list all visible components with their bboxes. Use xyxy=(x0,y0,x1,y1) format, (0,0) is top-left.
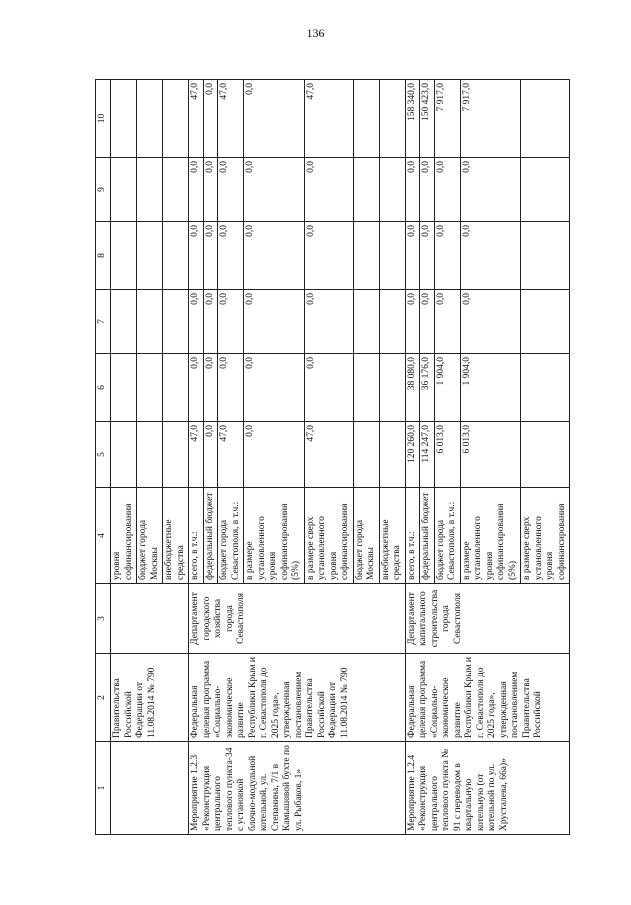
amount-cell: 38 080,0 xyxy=(405,354,420,422)
page-number: 136 xyxy=(306,26,325,40)
amount-cell: 47,0 xyxy=(218,80,244,158)
amount-cell: 47,0 xyxy=(189,422,204,488)
amount-cell xyxy=(521,422,570,488)
amount-cell xyxy=(353,80,379,158)
amount-cell: 0,0 xyxy=(203,422,218,488)
amount-cell: 0,0 xyxy=(218,222,244,290)
header-cell: 9 xyxy=(96,158,111,222)
funding-source: бюджет города Москвы xyxy=(353,488,379,584)
amount-cell: 36 176,0 xyxy=(420,354,435,422)
amount-cell xyxy=(353,354,379,422)
cont-empty xyxy=(111,742,189,835)
measure-name: Мероприятие 1.2.4 «Реконструкция центрального теплового пункта № 91 с переводом в квартальную котельную (от котельной по ул. Хрусталева, 66а)» xyxy=(405,742,570,835)
amount-cell: 0,0 xyxy=(189,290,204,354)
amount-cell: 0,0 xyxy=(203,354,218,422)
amount-cell: 0,0 xyxy=(218,290,244,354)
cont-empty xyxy=(111,584,189,654)
amount-cell: 150 423,0 xyxy=(420,80,435,158)
amount-cell: 114 247,0 xyxy=(420,422,435,488)
amount-cell xyxy=(521,222,570,290)
header-cell: 10 xyxy=(96,80,111,158)
funding-source: федеральный бюджет xyxy=(203,488,218,584)
amount-cell xyxy=(521,354,570,422)
header-cell: 8 xyxy=(96,222,111,290)
amount-cell: 0,0 xyxy=(244,290,305,354)
funding-source: всего, в т.ч.: xyxy=(405,488,420,584)
measure-name: Мероприятие 1.2.3 «Реконструкция центрального теплового пункта-34 с установкой блочно-модульной котельной, ул. Степанина, 7/1 в Камышовой бухте по ул. Рыбаков, 1» xyxy=(189,742,406,835)
amount-cell: 0,0 xyxy=(189,158,204,222)
table-row xyxy=(405,80,420,835)
header-cell: 4 xyxy=(96,488,111,584)
header-cell: 7 xyxy=(96,290,111,354)
amount-cell: 0,0 xyxy=(244,80,305,158)
funding-source: внебюджетные средства xyxy=(163,488,189,584)
amount-cell: 0,0 xyxy=(420,290,435,354)
amount-cell xyxy=(379,158,405,222)
funding-source: в размере сверх установленного уровня софинансирования xyxy=(521,488,570,584)
amount-cell: 0,0 xyxy=(405,222,420,290)
amount-cell: 0,0 xyxy=(203,222,218,290)
amount-cell: 0,0 xyxy=(434,222,460,290)
amount-cell: 47,0 xyxy=(304,80,353,158)
funding-source: в размере установленного уровня софинансирования (5%) xyxy=(460,488,521,584)
funding-table xyxy=(95,79,570,835)
amount-cell xyxy=(353,290,379,354)
amount-cell: 0,0 xyxy=(218,354,244,422)
amount-cell xyxy=(521,158,570,222)
header-cell: 3 xyxy=(96,584,111,654)
amount-cell: 7 917,0 xyxy=(434,80,460,158)
amount-cell: 0,0 xyxy=(304,290,353,354)
rotated-table-frame xyxy=(95,80,602,835)
funding-source: уровня софинансирования xyxy=(111,488,137,584)
funding-source: внебюджетные средства xyxy=(379,488,405,584)
amount-cell: 158 340,0 xyxy=(405,80,420,158)
funding-source: всего, в т.ч.: xyxy=(189,488,204,584)
amount-cell: 0,0 xyxy=(244,158,305,222)
header-cell: 2 xyxy=(96,654,111,742)
amount-cell: 7 917,0 xyxy=(460,80,521,158)
amount-cell: 6 013,0 xyxy=(460,422,521,488)
legal-basis: Федеральная целевая программа «Социально-экономическое развитие Республики Крым и г. Севастополя до 2025 года», утвержденная постановлением Правительства Российской Федерации от 11.08.2014 № 790 xyxy=(189,654,406,742)
amount-cell: 0,0 xyxy=(304,222,353,290)
amount-cell xyxy=(521,290,570,354)
amount-cell: 0,0 xyxy=(203,158,218,222)
amount-cell: 0,0 xyxy=(244,422,305,488)
amount-cell xyxy=(379,222,405,290)
amount-cell: 0,0 xyxy=(218,158,244,222)
amount-cell: 0,0 xyxy=(244,354,305,422)
amount-cell: 0,0 xyxy=(460,290,521,354)
amount-cell: 0,0 xyxy=(203,80,218,158)
header-cell: 6 xyxy=(96,354,111,422)
funding-source: в размере сверх установленного уровня софинансирования xyxy=(304,488,353,584)
amount-cell: 0,0 xyxy=(460,158,521,222)
amount-cell: 0,0 xyxy=(405,158,420,222)
amount-cell: 1 904,0 xyxy=(460,354,521,422)
amount-cell xyxy=(379,422,405,488)
cont-legal-basis: Правительства Российской Федерации от 11.08.2014 № 790 xyxy=(111,654,189,742)
amount-cell: 120 260,0 xyxy=(405,422,420,488)
header-cell: 5 xyxy=(96,422,111,488)
funding-source: в размере установленного уровня софинансирования (5%) xyxy=(244,488,305,584)
amount-cell: 47,0 xyxy=(189,80,204,158)
amount-cell: 47,0 xyxy=(218,422,244,488)
funding-source: бюджет города Москвы xyxy=(137,488,163,584)
amount-cell xyxy=(379,80,405,158)
amount-cell: 0,0 xyxy=(420,158,435,222)
responsible-executor: Департамент капитального строительства города Севастополя xyxy=(405,584,570,654)
amount-cell: 0,0 xyxy=(420,222,435,290)
amount-cell xyxy=(379,290,405,354)
table-row xyxy=(189,80,204,835)
legal-basis: Федеральная целевая программа «Социально-экономическое развитие Республики Крым и г. Севастополя до 2025 года», утвержденная постановлением Правительства Российской xyxy=(405,654,570,742)
amount-cell xyxy=(353,158,379,222)
amount-cell: 0,0 xyxy=(244,222,305,290)
amount-cell: 6 013,0 xyxy=(434,422,460,488)
amount-cell: 0,0 xyxy=(434,158,460,222)
amount-cell: 0,0 xyxy=(405,290,420,354)
table-row xyxy=(111,80,137,835)
funding-source: бюджет города Севастополя, в т.ч.: xyxy=(218,488,244,584)
header-row xyxy=(96,80,111,835)
amount-cell: 0,0 xyxy=(189,354,204,422)
amount-cell: 0,0 xyxy=(304,158,353,222)
amount-cell: 0,0 xyxy=(304,354,353,422)
funding-source: бюджет города Севастополя, в т.ч.: xyxy=(434,488,460,584)
funding-source: федеральный бюджет xyxy=(420,488,435,584)
amount-cell: 0,0 xyxy=(203,290,218,354)
responsible-executor: Департамент городского хозяйства города Севастополя xyxy=(189,584,406,654)
amount-cell: 0,0 xyxy=(460,222,521,290)
amount-cell xyxy=(353,422,379,488)
amount-cell: 0,0 xyxy=(434,290,460,354)
amount-cell: 1 904,0 xyxy=(434,354,460,422)
header-cell: 1 xyxy=(96,742,111,835)
amount-cell xyxy=(353,222,379,290)
amount-cell xyxy=(521,80,570,158)
amount-cell: 0,0 xyxy=(189,222,204,290)
amount-cell xyxy=(379,354,405,422)
amount-cell: 47,0 xyxy=(304,422,353,488)
